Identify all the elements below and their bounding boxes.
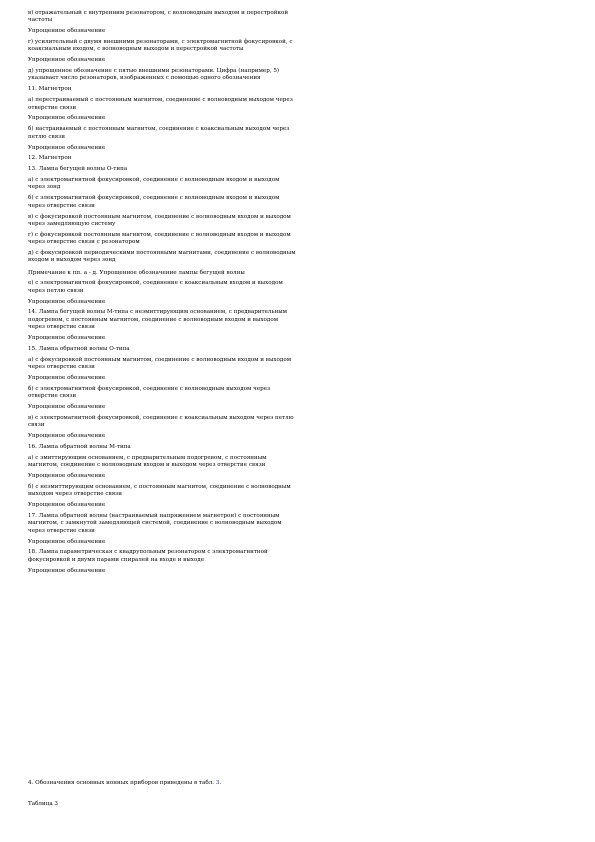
- sentence-end: .: [219, 780, 222, 786]
- paragraph: б) настраиваемый с постоянным магнитом, соединение с коаксиальным выходом через петлю связи: [28, 126, 290, 140]
- paragraph: Упрощенное обозначение: [28, 374, 106, 381]
- paragraph: а) с эмиттирующим основанием, с предварительным подогревом, с постоянным магнитом, соединение с волноводным входом и выходом через отверстие связи: [28, 454, 267, 469]
- paragraph: Упрощенное обозначение: [28, 502, 106, 509]
- paragraph: Упрощенное обозначение: [28, 473, 106, 480]
- paragraph: Упрощенное обозначение: [28, 538, 106, 545]
- sentence-text: 4. Обозначения основных ионных приборов приведены в табл.: [28, 780, 215, 786]
- paragraph: 11. Магнетрон: [28, 86, 72, 93]
- paragraph: Упрощенное обозначение: [28, 433, 106, 440]
- paragraph: а) с фокусировкой постоянным магнитом, соединение с волноводным входом и выходом через отверстие связи: [28, 356, 292, 371]
- paragraph: в) отражательный с внутренним резонатором, с волноводным выходом и перестройкой частоты: [28, 10, 289, 24]
- paragraph: в) с фокусировкой постоянным магнитом, соединение с волноводным входом и выходом через замедляющую систему: [28, 213, 291, 227]
- paragraph: г) усилительный с двумя внешними резонаторами, с электромагнитной фокусировкой, с коаксиальным входом, с волноводным выходом и перестройкой частоты: [28, 39, 293, 53]
- paragraph: г) с фокусировкой постоянным магнитом, соединение с волноводным входом и выходом через отверстие связи с резонатором: [28, 231, 291, 246]
- table-3-link[interactable]: 3: [215, 780, 220, 786]
- paragraph: а) перестраиваемый с постоянным магнитом, соединение с волноводным выходом через отверстие связи: [28, 97, 293, 111]
- paragraph: 13. Лампа бегущей волны О-типа: [28, 166, 128, 173]
- paragraph: 12. Магнетрон: [28, 155, 72, 162]
- paragraph: 15. Лампа обратной волны О-типа: [28, 345, 130, 352]
- paragraph: б) с неэмиттирующим основанием, с постоянным магнитом, соединение с волноводным выходом через отверстие связи: [28, 483, 291, 498]
- paragraph: 18. Лампа параметрическая с квадрупольным резонатором с электромагнитной фокусировкой и двумя парами спиралей на входе и выходе: [28, 549, 268, 563]
- paragraph: Упрощенное обозначение: [28, 567, 106, 574]
- paragraph: Упрощенное обозначение: [28, 57, 106, 64]
- paragraph: е) с электромагнитной фокусировкой, соединение с коаксиальным входом и выходом через петлю связи: [28, 280, 283, 294]
- table-caption: Таблица 3: [28, 801, 58, 808]
- paragraph: 14. Лампа бегущей волны М-типа с неэмиттирующим основанием, с предварительным подогревом, с постоянным магнитом, соединение с волноводным входом и выходом через отверстие связи: [28, 309, 288, 331]
- paragraph: Упрощенное обозначение: [28, 115, 106, 122]
- paragraph: 17. Лампа обратной волны (настраиваемый напряжением магнетрон) с постоянным магнитом, с замкнутой замедляющей системой, соединение с волноводным выходом через отверстие связи: [28, 513, 282, 534]
- paragraph: б) с электромагнитной фокусировкой, соединение с волноводным выходом через отверстие связи: [28, 385, 271, 400]
- paragraph: д) упрощенное обозначение с пятью внешними резонаторами. Цифра (например, 5) указывает число резонаторов, изображенных с помощью одного обозначения: [28, 68, 280, 82]
- paragraph: б) с электромагнитной фокусировкой, соединение с волноводным входом и выходом через отверстие связи: [28, 195, 280, 209]
- paragraph: а) с электромагнитной фокусировкой, соединение с волноводным входом и выходом через зонд: [28, 177, 280, 191]
- paragraph: Упрощенное обозначение: [28, 144, 106, 151]
- ion-devices-sentence: [28, 780, 428, 787]
- paragraph: Примечание к пп. а - д. Упрощенное обозначение лампы бегущей волны: [28, 269, 245, 276]
- document-footer: [28, 780, 428, 809]
- paragraph: 16. Лампа обратной волны М-типа: [28, 443, 131, 450]
- document-body: [28, 10, 296, 578]
- paragraph: в) с электромагнитной фокусировкой, соединение с коаксиальным выходом через петлю связи: [28, 414, 294, 429]
- paragraph: Упрощенное обозначение: [28, 404, 106, 411]
- paragraph: Упрощенное обозначение: [28, 28, 106, 35]
- paragraph: Упрощенное обозначение: [28, 334, 106, 341]
- paragraph: д) с фокусировкой периодическими постоянными магнитами, соединение с волноводным входом и выходом через зонд: [28, 249, 296, 264]
- paragraph: Упрощенное обозначение: [28, 298, 106, 305]
